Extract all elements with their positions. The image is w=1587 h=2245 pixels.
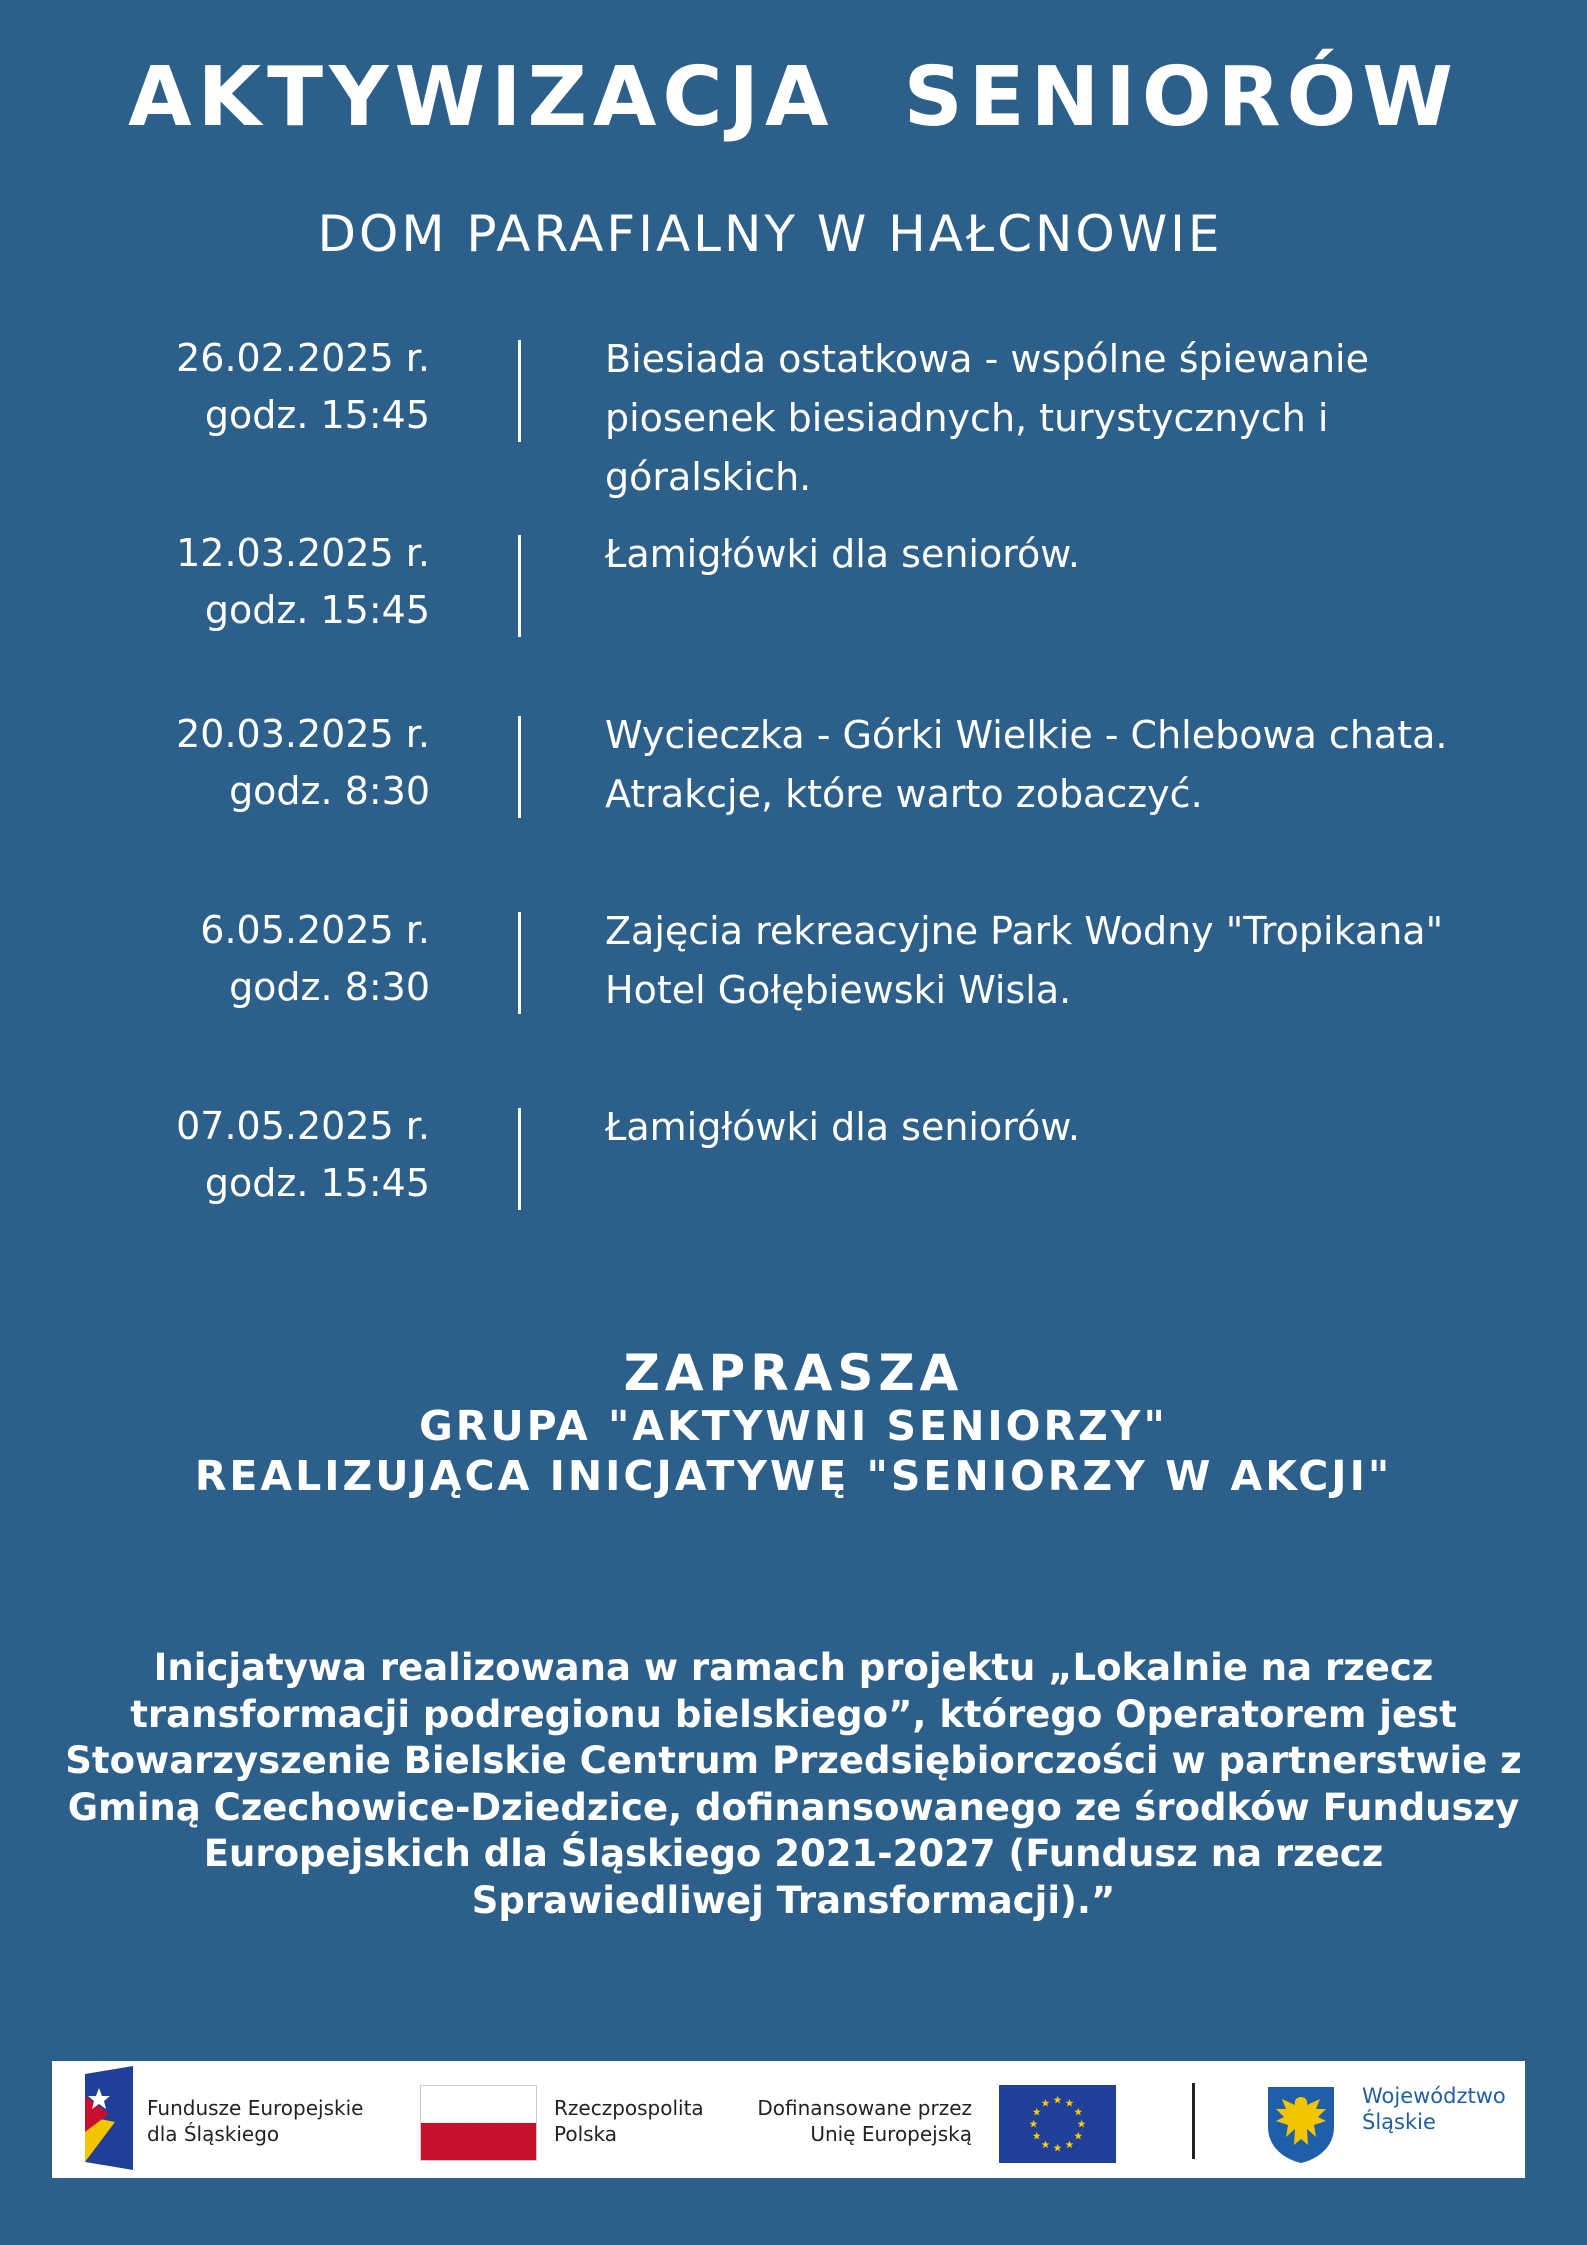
- event-date: 6.05.2025 r.: [200, 908, 430, 952]
- event-datetime: [100, 902, 430, 1016]
- event-description: Łamigłówki dla seniorów.: [605, 1105, 1080, 1149]
- event-date: 26.02.2025 r.: [176, 336, 430, 380]
- event-datetime: [100, 330, 430, 444]
- event-divider: [518, 912, 521, 1014]
- rzeczpospolita-label: Rzeczpospolita Polska: [554, 2096, 704, 2146]
- event-date: 07.05.2025 r.: [176, 1104, 430, 1148]
- event-divider: [518, 535, 521, 637]
- fundusze-europejskie-logo-icon: [75, 2066, 143, 2170]
- event-description: Wycieczka - Górki Wielkie - Chlebowa chata. Atrakcje, które warto zobaczyć.: [605, 713, 1448, 816]
- event-description: Zajęcia rekreacyjne Park Wodny "Tropikana" Hotel Gołębiewski Wisla.: [605, 909, 1444, 1012]
- event-divider: [518, 1108, 521, 1210]
- venue-subtitle: DOM PARAFIALNY W HAŁCNOWIE: [317, 205, 1223, 263]
- eu-cofinanced-label: Dofinansowane przez Unię Europejską: [757, 2096, 972, 2146]
- invitation-group: GRUPA "AKTYWNI SENIORZY": [419, 1402, 1168, 1450]
- event-time: godz. 15:45: [204, 588, 430, 632]
- event-divider: [518, 340, 521, 442]
- funding-logo-bar: [52, 2061, 1525, 2178]
- event-time: godz. 15:45: [204, 1161, 430, 1205]
- event-time: godz. 15:45: [204, 393, 430, 437]
- polish-flag-icon: [420, 2085, 537, 2161]
- event-description: Łamigłówki dla seniorów.: [605, 532, 1080, 576]
- event-date: 20.03.2025 r.: [176, 712, 430, 756]
- invitation-initiative: REALIZUJĄCA INICJATYWĘ "SENIORZY W AKCJI": [194, 1452, 1393, 1500]
- event-divider: [518, 716, 521, 818]
- silesia-eagle-icon: [1264, 2083, 1338, 2163]
- project-info: Inicjatywa realizowana w ramach projektu „Lokalnie na rzecz transformacji podregionu bielskiego”, którego Operatorem jest Stowarzyszenie Bielskie Centrum Przedsiębiorczości w partnerstwie z Gminą Czechowice-Dziedzice, dofinansowanego ze środków Funduszy Europejskich dla Śląskiego 2021-2027 (Fundusz na rzecz Sprawiedliwej Transformacji).”: [65, 1646, 1522, 1922]
- invitation-heading: ZAPRASZA: [623, 1344, 964, 1402]
- event-time: godz. 8:30: [229, 965, 430, 1009]
- event-time: godz. 8:30: [229, 769, 430, 813]
- event-datetime: [100, 525, 430, 639]
- eu-flag-icon: [999, 2085, 1116, 2163]
- wojewodztwo-slaskie-label: Województwo Śląskie: [1362, 2084, 1506, 2134]
- event-datetime: [100, 1098, 430, 1212]
- page-title: AKTYWIZACJA SENIORÓW: [128, 50, 1459, 145]
- event-datetime: [100, 706, 430, 820]
- event-description: Biesiada ostatkowa - wspólne śpiewanie piosenek biesiadnych, turystycznych i góralskich.: [605, 337, 1369, 499]
- logo-separator: [1192, 2083, 1195, 2159]
- fundusze-europejskie-label: Fundusze Europejskie dla Śląskiego: [147, 2096, 364, 2146]
- invitation-block: [0, 1345, 1587, 1501]
- event-date: 12.03.2025 r.: [176, 531, 430, 575]
